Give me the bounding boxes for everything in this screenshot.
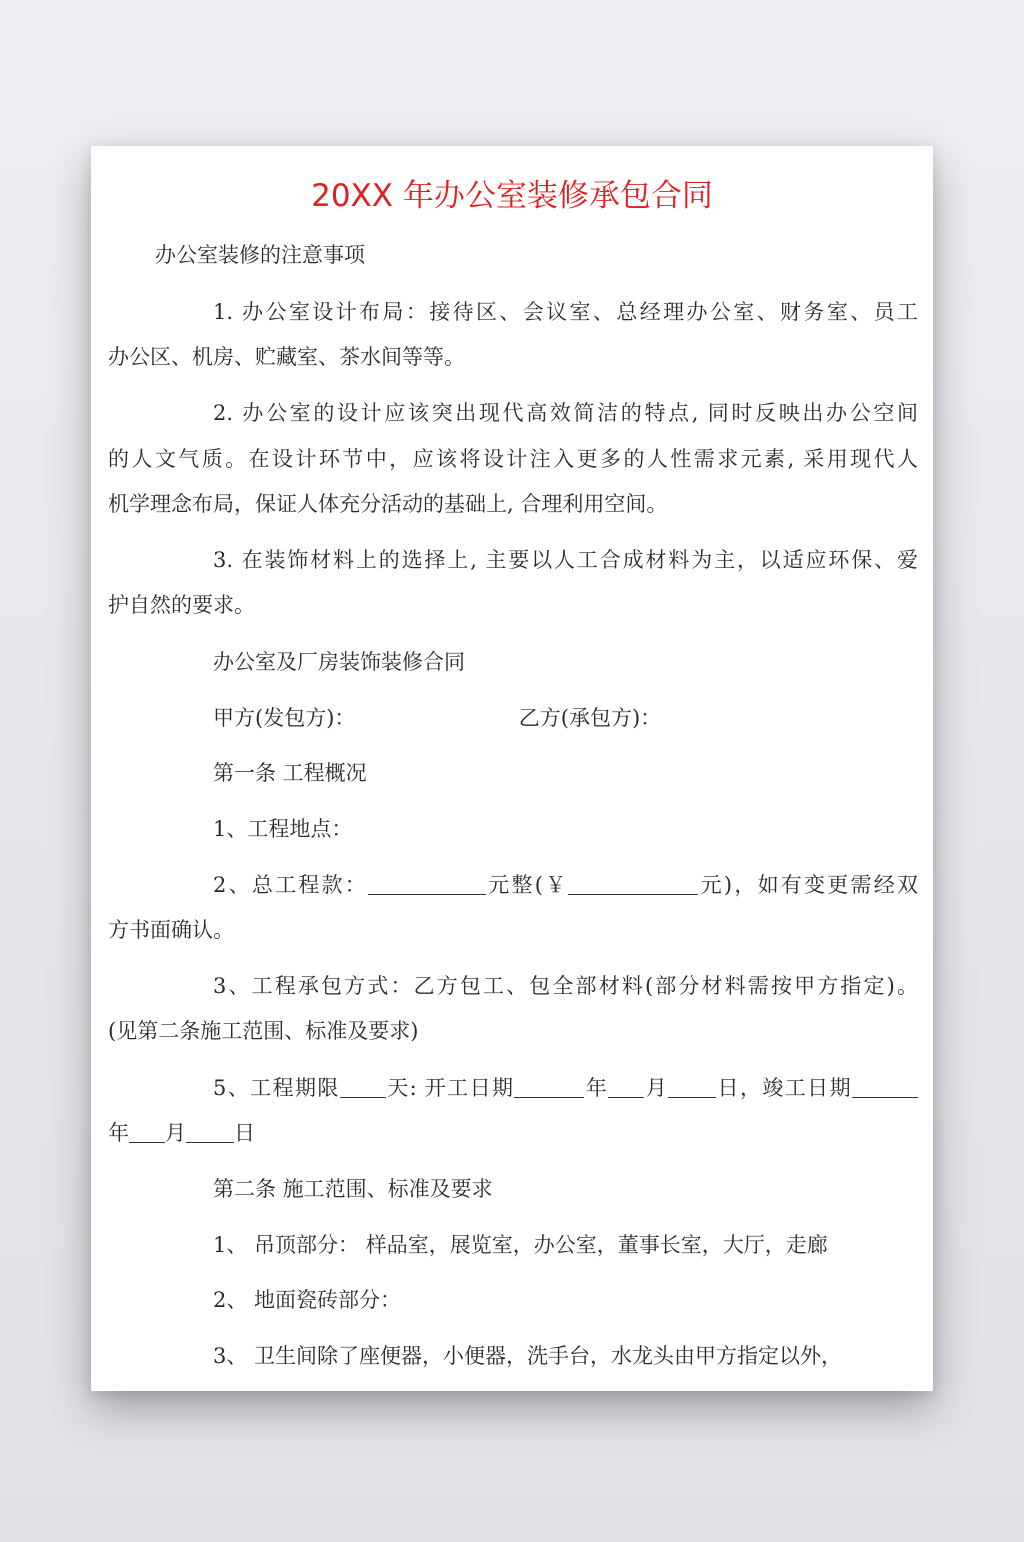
article2-heading: 第二条 施工范围、标准及要求 bbox=[213, 1177, 493, 1201]
article1-heading: 第一条 工程概况 bbox=[213, 761, 367, 785]
item2-line1: 2. 办公室的设计应该突出现代高效简洁的特点, 同时反映出办公空间 bbox=[213, 401, 918, 425]
a1-item5-prefix: 5、工程期限 bbox=[213, 1076, 340, 1100]
a1-item2-line2: 方书面确认。 bbox=[108, 918, 234, 942]
a2-item2: 2、 地面瓷砖部分： bbox=[213, 1288, 402, 1312]
days-blank bbox=[340, 1075, 386, 1098]
start-day-blank bbox=[668, 1075, 716, 1098]
end-year-blank bbox=[852, 1075, 918, 1098]
amount-figure-blank bbox=[568, 872, 698, 895]
amount-blank bbox=[368, 872, 486, 895]
a1-item2-suffix: 元)，如有变更需经双 bbox=[698, 873, 918, 897]
a1-item3-line1: 3、工程承包方式：乙方包工、包全部材料(部分材料需按甲方指定)。 bbox=[213, 974, 918, 998]
a2-item1: 1、 吊顶部分： 样品室，展览室，办公室，董事长室，大厅，走廊 bbox=[213, 1233, 828, 1257]
a1-item5-line2 bbox=[108, 1118, 918, 1148]
item3-line1: 3. 在装饰材料上的选择上, 主要以人工合成材料为主，以适应环保、爱 bbox=[213, 548, 918, 572]
party-b-label: 乙方(承包方)： bbox=[518, 706, 662, 730]
a1-item2-line1 bbox=[213, 870, 918, 900]
parties-row bbox=[213, 703, 918, 733]
a1-item5-month: 月 bbox=[644, 1076, 669, 1100]
a1-item5-line1 bbox=[213, 1073, 918, 1103]
start-month-blank bbox=[608, 1075, 644, 1098]
item2-line2: 的人文气质。在设计环节中，应该将设计注入更多的人性需求元素, 采用现代人 bbox=[108, 447, 918, 471]
document-page bbox=[91, 146, 933, 1391]
a1-item5-end-month: 月 bbox=[165, 1121, 186, 1145]
a1-item2-prefix: 2、总工程款： bbox=[213, 873, 369, 897]
item2-line3: 机学理念布局，保证人体充分活动的基础上, 合理利用空间。 bbox=[108, 492, 668, 516]
a1-item5-year: 年 bbox=[584, 1076, 609, 1100]
party-a-label: 甲方(发包方)： bbox=[213, 706, 356, 730]
item3-line2: 护自然的要求。 bbox=[108, 593, 255, 617]
document-title: 20XX 年办公室装修承包合同 bbox=[311, 178, 713, 214]
a1-item2-mid: 元整(￥ bbox=[486, 873, 569, 897]
end-month-blank bbox=[129, 1120, 165, 1143]
notes-heading: 办公室装修的注意事项 bbox=[155, 243, 365, 267]
end-day-blank bbox=[186, 1120, 234, 1143]
a1-item5-day: 日，竣工日期 bbox=[716, 1076, 853, 1100]
a2-item3: 3、 卫生间除了座便器，小便器，洗手台，水龙头由甲方指定以外， bbox=[213, 1344, 843, 1368]
a1-item5-days: 天: 开工日期 bbox=[385, 1076, 515, 1100]
a1-item3-line2: (见第二条施工范围、标准及要求) bbox=[108, 1019, 419, 1043]
a1-item1: 1、工程地点： bbox=[213, 817, 353, 841]
a1-item5-end-day: 日 bbox=[234, 1121, 255, 1145]
a1-item5-end-year: 年 bbox=[108, 1121, 129, 1145]
start-year-blank bbox=[514, 1075, 584, 1098]
item1-line1: 1. 办公室设计布局：接待区、会议室、总经理办公室、财务室、员工 bbox=[213, 300, 918, 324]
item1-line2: 办公区、机房、贮藏室、茶水间等等。 bbox=[108, 345, 465, 369]
contract-heading: 办公室及厂房装饰装修合同 bbox=[213, 650, 465, 674]
